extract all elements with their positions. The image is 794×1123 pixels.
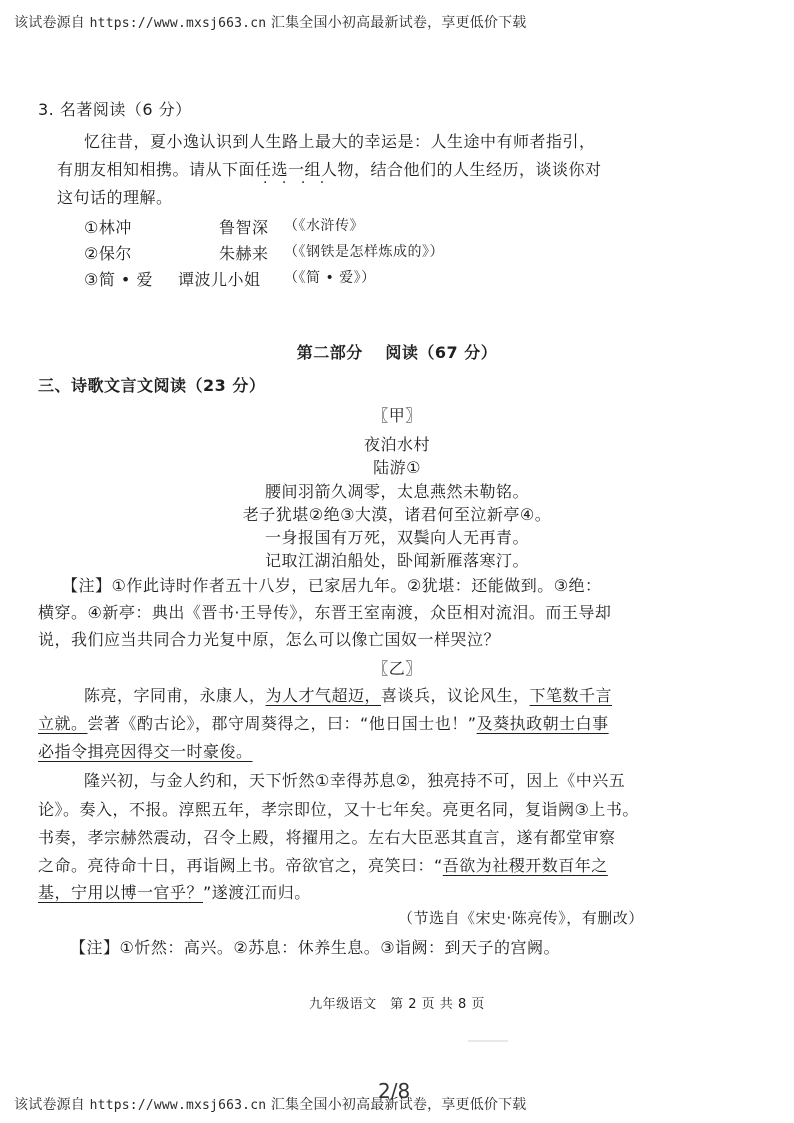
underlined-sentence-2: 下笔数千言 — [529, 686, 613, 705]
prose-line-3 — [38, 739, 253, 762]
prose-note: 【注】①忻然：高兴。②苏息：休养生息。③诣阙：到天子的宫阙。 — [70, 938, 561, 957]
poem-line-4: 记取江湖泊船处，卧闻新雁落寒汀。 — [264, 551, 529, 570]
poem-note-line-2: 横穿。④新亭：典出《晋书·王导传》，东晋王室南渡，众臣相对流泪。而王导却 — [38, 603, 612, 622]
watermark-suffix: 汇集全国小初高最新试卷，享更低价下载 — [270, 1097, 527, 1113]
prose-line-1c: 喜谈兵，议论风生， — [381, 686, 530, 705]
poem-label: 〖甲〗 — [372, 406, 422, 425]
poem-line-2: 老子犹堪②绝③大漠，诸君何至泣新亭④。 — [242, 505, 552, 524]
prose-line-7 — [38, 853, 608, 876]
prose-line-8b: ”遂渡江而归。 — [203, 883, 311, 902]
watermark-url[interactable]: https://www.mxsj663.cn — [89, 1098, 267, 1113]
question-3-line-2a: 有朋友相知相携。请从下面 — [57, 160, 256, 179]
option-3-book: （《简 • 爱》） — [284, 270, 376, 286]
section-3-title: 三、诗歌文言文阅读（23 分） — [38, 376, 266, 395]
watermark-footer — [14, 1094, 527, 1114]
underlined-sentence-2-end: 立就。 — [38, 714, 88, 733]
question-3-line-2 — [57, 157, 602, 180]
option-1-person: ①林冲 — [84, 218, 132, 237]
option-2-partner: 朱赫来 — [219, 244, 269, 263]
option-1-partner: 鲁智深 — [219, 218, 269, 237]
underlined-sentence-4-end: 基，宁用以博一官乎？ — [38, 883, 204, 902]
underlined-sentence-3-end: 必指令揖亮因得交一时豪俊。 — [38, 742, 253, 761]
part-2-title: 第二部分 阅读（67 分） — [296, 343, 498, 362]
underlined-sentence-1: 为人才气超迈， — [265, 686, 382, 705]
question-3-line-2c: 人物，结合他们的人生经历，谈谈你对 — [321, 160, 602, 179]
poem-line-1: 腰间羽箭久凋零，太息燕然未勒铭。 — [264, 482, 529, 501]
question-3-title: 3. 名著阅读（6 分） — [38, 100, 192, 119]
scan-mark — [468, 1040, 508, 1042]
prose-line-2 — [38, 711, 609, 734]
watermark-prefix: 该试卷源自 — [14, 1097, 85, 1113]
poem-note-line-1: 【注】①作此诗时作者五十八岁，已家居九年。②犹堪：还能做到。③绝： — [62, 576, 602, 595]
prose-line-2b: 尝著《酌古论》，郡守周葵得之，曰：“他日国士也！” — [87, 714, 477, 733]
prose-line-7a: 之命。亮待命十日，再诣阙上书。帝欲官之，亮笑曰：“ — [38, 856, 443, 875]
watermark-header — [14, 12, 527, 32]
option-3-partner: 谭波儿小姐 — [178, 270, 261, 289]
poem-line-3: 一身报国有万死，双鬓向人无再青。 — [264, 528, 529, 547]
prose-line-1 — [84, 683, 612, 706]
poem-title: 夜泊水村 — [363, 435, 430, 454]
watermark-prefix: 该试卷源自 — [14, 15, 85, 31]
question-3-line-1: 忆往昔，夏小逸认识到人生路上最大的幸运是：人生途中有师者指引， — [84, 132, 596, 151]
page-count: 2/8 — [378, 1079, 411, 1103]
question-3-line-3: 这句话的理解。 — [57, 188, 173, 207]
prose-label: 〖乙〗 — [372, 659, 422, 678]
underlined-sentence-4: 吾欲为社稷开数百年之 — [442, 856, 608, 875]
watermark-url[interactable]: https://www.mxsj663.cn — [89, 16, 267, 31]
poem-note-line-3: 说，我们应当共同合力光复中原，怎么可以像亡国奴一样哭泣？ — [38, 630, 501, 649]
page-footer: 九年级语文 第 2 页 共 8 页 — [309, 997, 485, 1012]
emphasized-text: 任选一组 · · · · — [255, 160, 321, 179]
prose-line-5: 论》。奏入，不报。淳熙五年，孝宗即位，又十七年矣。亮更名同，复诣阙③上书。 — [38, 800, 639, 819]
prose-source: （节选自《宋史·陈亮传》，有删改） — [398, 909, 644, 927]
prose-line-8 — [38, 880, 311, 903]
prose-line-4: 隆兴初，与金人约和，天下忻然①幸得苏息②，独亮持不可，因上《中兴五 — [84, 771, 626, 790]
prose-line-1a: 陈亮，字同甫，永康人， — [84, 686, 266, 705]
option-2-book: （《钢铁是怎样炼成的》） — [284, 244, 444, 260]
option-3-person: ③简 • 爱 — [84, 270, 153, 289]
watermark-suffix: 汇集全国小初高最新试卷，享更低价下载 — [270, 15, 527, 31]
option-1-book: （《水浒传》 — [284, 218, 364, 234]
option-2-person: ②保尔 — [84, 244, 132, 263]
underlined-sentence-3: 及葵执政朝士白事 — [476, 714, 609, 733]
prose-line-6: 书奏，孝宗赫然震动，召令上殿，将擢用之。左右大臣恶其直言，遂有都堂审察 — [38, 828, 616, 847]
poem-author: 陆游① — [373, 458, 421, 477]
